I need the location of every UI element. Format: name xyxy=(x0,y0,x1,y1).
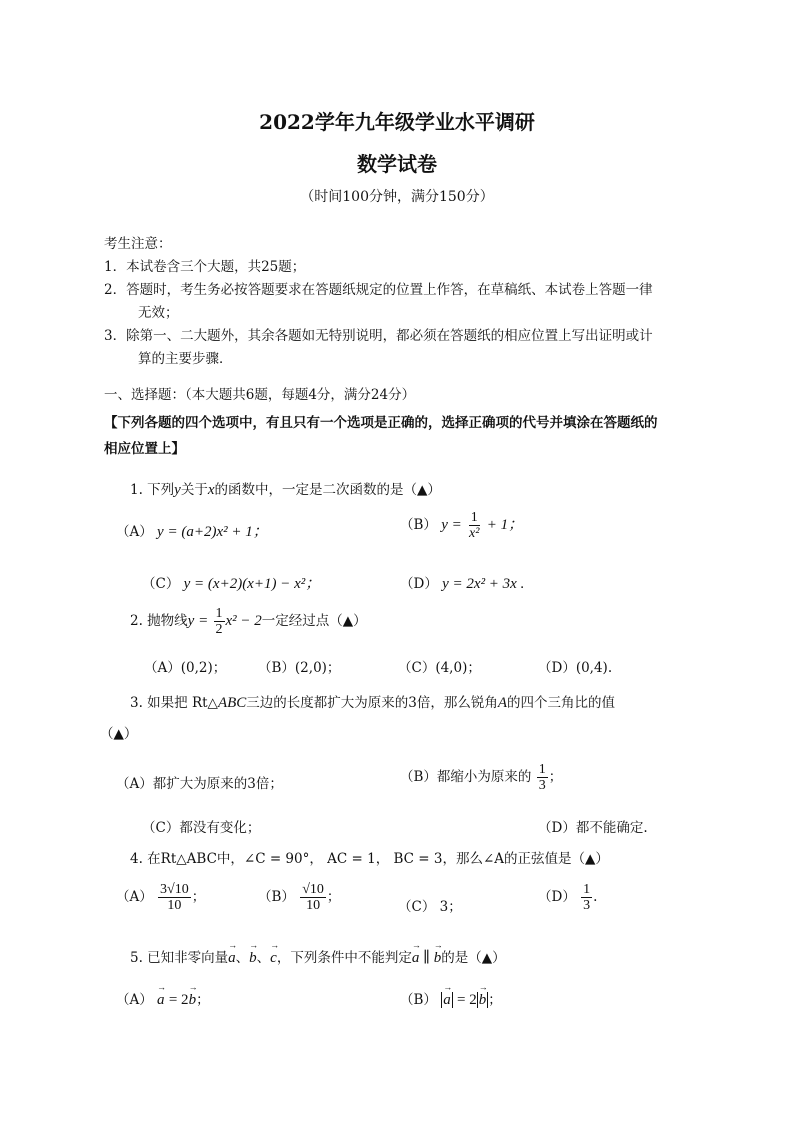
q1-stem-a: 1. 下列 xyxy=(130,482,175,498)
q5-sep-2: 、 xyxy=(256,950,271,966)
q4-option-d xyxy=(538,882,597,913)
q1-option-b-post: + 1； xyxy=(486,517,524,533)
q1-option-b-pre: y = xyxy=(441,517,462,533)
q5-parallel-b: → b xyxy=(434,950,442,966)
q1-stem-c: 的函数中，一定是二次函数的是（▲） xyxy=(214,482,441,498)
q5-option-b-abs-b xyxy=(477,992,489,1008)
q3-option-a: （A）都扩大为原来的3倍； xyxy=(116,776,283,792)
q3-var-a: A xyxy=(497,695,508,711)
q2-option-c: （C）(4,0)； xyxy=(398,660,481,676)
q3-option-b xyxy=(400,762,562,793)
q5-option-a xyxy=(116,988,210,1009)
q5-vector-b: → b xyxy=(249,950,257,966)
q1-option-b-label: （B） xyxy=(400,517,437,533)
section1-instruction-2: 相应位置上】 xyxy=(104,441,185,457)
exam-time-note: （时间100分钟，满分150分） xyxy=(300,189,494,205)
q3-option-c: （C）都没有变化； xyxy=(142,820,261,836)
q3-option-b-fraction xyxy=(537,762,548,793)
q4-option-a-fraction xyxy=(158,882,191,913)
q1-option-a xyxy=(116,520,268,541)
q1-option-c-label: （C） xyxy=(142,576,180,592)
q5-option-a-vec-b: → b xyxy=(189,992,197,1008)
notice-item-2-cont: 无效； xyxy=(138,305,179,321)
q2-stem-b: 一定经过点（▲） xyxy=(261,613,367,629)
q5-option-b-vec-a: → a xyxy=(443,992,451,1008)
q2-fraction xyxy=(214,606,225,637)
q3-abc: ABC xyxy=(217,695,247,711)
q5-option-b-eq: = 2 xyxy=(457,992,477,1008)
q3-stem xyxy=(130,691,615,712)
q3-option-b-den: 3 xyxy=(538,778,546,793)
q4-option-b-fraction xyxy=(300,882,326,913)
q4-option-a xyxy=(116,882,205,913)
q1-option-b-den: x² xyxy=(469,526,480,541)
q1-option-c xyxy=(142,572,320,593)
q4-option-d-fraction xyxy=(581,882,592,913)
q1-option-a-label: （A） xyxy=(116,524,153,540)
q5-option-b xyxy=(400,988,502,1009)
q1-option-d xyxy=(400,572,524,593)
q5-option-b-label: （B） xyxy=(400,992,437,1008)
q5-parallel-symbol: ∥ xyxy=(419,950,434,966)
notice-item-3: 3．除第一、二大题外，其余各题如无特别说明，都必须在答题纸的相应位置上写出证明或计 xyxy=(104,328,653,344)
notice-item-3-cont: 算的主要步骤． xyxy=(138,351,233,367)
q4-option-a-num: 3√10 xyxy=(160,882,189,897)
q3-stem-c: 的四个三角比的值 xyxy=(507,695,616,711)
q4-option-a-post: ； xyxy=(191,889,206,905)
q1-var-x: x xyxy=(207,482,215,498)
exam-subject: 数学试卷 xyxy=(357,152,437,176)
q2-stem xyxy=(130,606,367,637)
q2-eq-pre: y = xyxy=(187,613,209,629)
q5-option-a-vec-a: → a xyxy=(157,992,165,1008)
q4-option-a-den: 10 xyxy=(167,898,182,913)
q4-option-d-den: 3 xyxy=(583,898,591,913)
section1-instruction-1: 【下列各题的四个选项中，有且只有一个选项是正确的，选择正确项的代号并填涂在答题纸的 xyxy=(104,415,658,431)
q4-stem: 4. 在Rt△ABC中，∠C = 90°， AC = 1， BC = 3，那么∠A的正弦值是（▲） xyxy=(130,851,609,867)
q2-option-a: （A）(0,2)； xyxy=(144,660,227,676)
exam-title: 2022学年九年级学业水平调研 xyxy=(259,110,535,134)
notice-item-2: 2．答题时，考生务必按答题要求在答题纸规定的位置上作答，在草稿纸、本试卷上答题一律 xyxy=(104,282,653,298)
q2-option-d: （D）(0,4). xyxy=(538,660,613,676)
q5-option-b-post: ； xyxy=(488,992,502,1008)
q3-stem-cont: （▲） xyxy=(100,726,138,742)
q3-option-b-post: ； xyxy=(548,769,563,785)
q5-parallel-a: → a xyxy=(412,950,420,966)
q1-option-d-expr: y = 2x² + 3x . xyxy=(442,576,525,592)
q5-option-a-eq: = 2 xyxy=(168,992,189,1008)
q1-option-b-num: 1 xyxy=(470,510,478,525)
section1-heading: 一、选择题：（本大题共6题，每题4分，满分24分） xyxy=(104,387,416,403)
q5-option-a-post: ； xyxy=(196,992,210,1008)
q5-option-b-abs-a xyxy=(441,992,453,1008)
q3-stem-a: 3. 如果把 Rt△ xyxy=(130,695,218,711)
q5-vector-a: → a xyxy=(228,950,236,966)
q1-option-a-expr: y = (a+2)x² + 1； xyxy=(157,524,268,540)
notice-heading: 考生注意： xyxy=(104,236,172,252)
q5-stem xyxy=(130,946,506,967)
q3-option-b-num: 1 xyxy=(538,762,546,777)
q5-stem-c: 的是（▲） xyxy=(441,950,506,966)
q2-frac-den: 2 xyxy=(215,622,223,637)
q4-option-b-label: （B） xyxy=(258,889,295,905)
q5-option-a-label: （A） xyxy=(116,992,153,1008)
notice-item-1: 1．本试卷含三个大题，共25题； xyxy=(104,259,306,275)
q4-option-d-num: 1 xyxy=(583,882,591,897)
q2-stem-a: 2. 抛物线 xyxy=(130,613,188,629)
q5-stem-a: 5. 已知非零向量 xyxy=(130,950,229,966)
q1-option-d-label: （D） xyxy=(400,576,438,592)
q3-option-b-pre: （B）都缩小为原来的 xyxy=(400,769,532,785)
q5-option-b-vec-b: → b xyxy=(479,992,487,1008)
q1-option-b-fraction xyxy=(467,510,481,541)
q4-option-a-label: （A） xyxy=(116,889,153,905)
q1-stem-b: 关于 xyxy=(180,482,208,498)
q4-option-d-label: （D） xyxy=(538,889,576,905)
q4-option-b-den: 10 xyxy=(306,898,321,913)
q2-option-b: （B）(2,0)； xyxy=(258,660,341,676)
q4-option-b-post: ； xyxy=(326,889,341,905)
q5-stem-b: ，下列条件中不能判定 xyxy=(276,950,412,966)
q5-sep-1: 、 xyxy=(235,950,250,966)
q4-option-d-post: . xyxy=(593,889,598,905)
q4-option-b-num: √10 xyxy=(302,882,324,897)
q3-option-d: （D）都不能确定. xyxy=(538,820,648,836)
q2-eq-post: x² − 2 xyxy=(225,613,262,629)
q3-stem-b: 三边的长度都扩大为原来的3倍，那么锐角 xyxy=(246,695,498,711)
q1-var-y: y xyxy=(174,482,181,498)
q1-stem xyxy=(130,478,441,499)
q1-option-c-expr: y = (x+2)(x+1) − x²； xyxy=(183,576,321,592)
q2-frac-num: 1 xyxy=(215,606,223,621)
q1-option-b xyxy=(400,510,523,541)
q5-vector-c: → c xyxy=(270,950,277,966)
q4-option-b xyxy=(258,882,340,913)
q4-option-c: （C） 3； xyxy=(398,899,462,915)
